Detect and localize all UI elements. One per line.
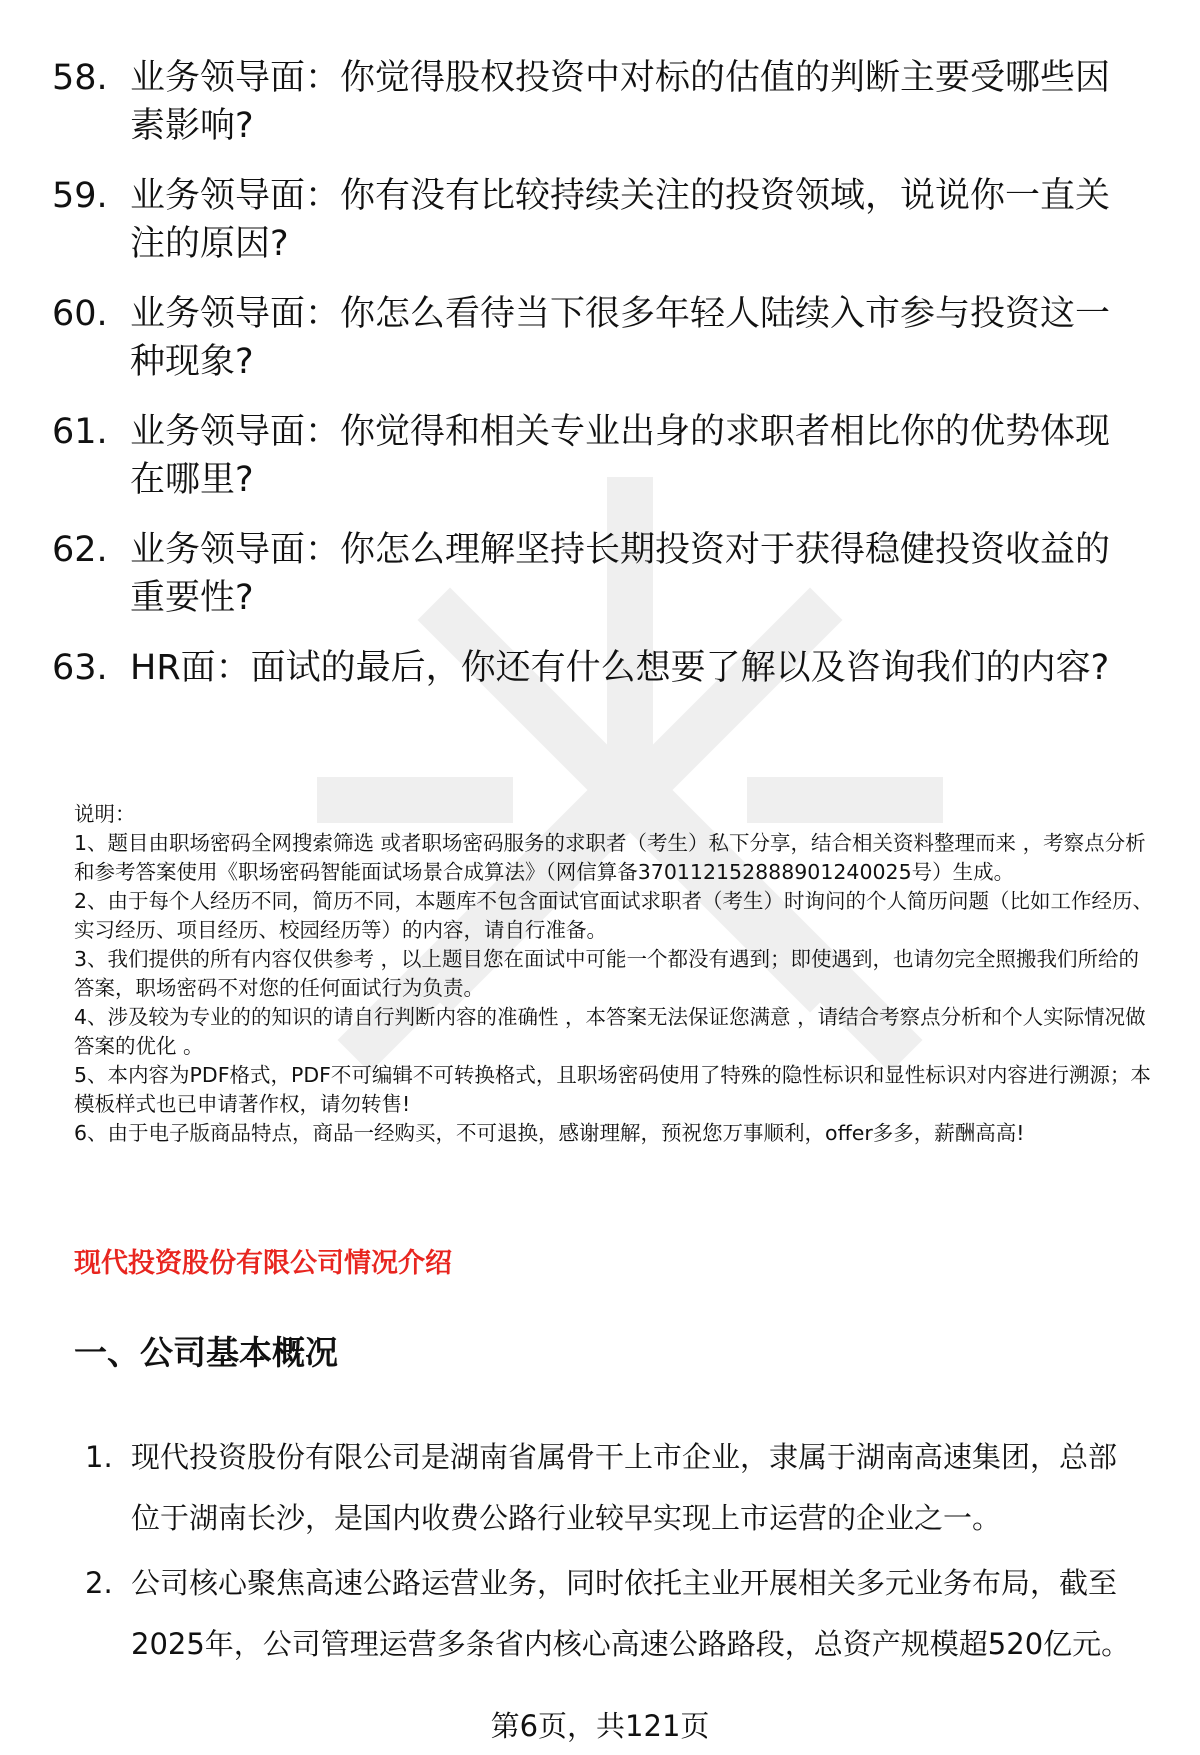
- intro-item: [85, 1427, 1145, 1549]
- question-text: 业务领导面：你觉得股权投资中对标的估值的判断主要受哪些因素影响?: [130, 58, 1111, 146]
- section-heading: 一、公司基本概况: [74, 1333, 338, 1372]
- question-text: 业务领导面：你觉得和相关专业出身的求职者相比你的优势体现在哪里?: [130, 412, 1111, 500]
- question-number: 61.: [52, 412, 108, 452]
- question-item-63: [52, 644, 1142, 692]
- question-text: 业务领导面：你怎么理解坚持长期投资对于获得稳健投资收益的重要性?: [130, 530, 1111, 618]
- intro-text: 现代投资股份有限公司是湖南省属骨干上市企业，隶属于湖南高速集团，总部位于湖南长沙，是国内收费公路行业较早实现上市运营的企业之一。: [131, 1440, 1118, 1535]
- company-heading: 现代投资股份有限公司情况介绍: [74, 1248, 452, 1279]
- question-item-61: [52, 408, 1142, 504]
- note-item: 6、由于电子版商品特点，商品一经购买，不可退换，感谢理解，预祝您万事顺利，offer多多，薪酬高高!: [74, 1121, 1025, 1145]
- question-text: 业务领导面：你怎么看待当下很多年轻人陆续入市参与投资这一种现象?: [130, 294, 1111, 382]
- note-item: 2、由于每个人经历不同，简历不同，本题库不包含面试官面试求职者（考生）时询问的个人简历问题（比如工作经历、实习经历、项目经历、校园经历等）的内容，请自行准备。: [74, 889, 1154, 942]
- question-item-59: [52, 172, 1142, 268]
- note-item: 3、我们提供的所有内容仅供参考 ，以上题目您在面试中可能一个都没有遇到；即使遇到，也请勿完全照搬我们所给的答案，职场密码不对您的任何面试行为负责。: [74, 947, 1140, 1000]
- question-item-60: [52, 290, 1142, 386]
- note-item: 5、本内容为PDF格式，PDF不可编辑不可转换格式，且职场密码使用了特殊的隐性标识和显性标识对内容进行溯源；本模板样式也已申请著作权，请勿转售!: [74, 1063, 1151, 1116]
- question-number: 60.: [52, 294, 108, 334]
- question-number: 63.: [52, 648, 108, 688]
- question-number: 62.: [52, 530, 108, 570]
- intro-number: 2.: [85, 1566, 113, 1600]
- note-item: 1、题目由职场密码全网搜索筛选 或者职场密码服务的求职者（考生）私下分享，结合相关资料整理而来 ，考察点分析和参考答案使用《职场密码智能面试场景合成算法》（网信算备370112152888901240025号）生成。: [74, 831, 1146, 884]
- intro-number: 1.: [85, 1440, 113, 1474]
- question-text: HR面：面试的最后，你还有什么想要了解以及咨询我们的内容?: [130, 648, 1110, 688]
- disclaimer-notes: [74, 800, 1159, 1148]
- question-number: 58.: [52, 58, 108, 98]
- intro-list: [85, 1427, 1145, 1679]
- question-item-62: [52, 526, 1142, 622]
- intro-text: 公司核心聚焦高速公路运营业务，同时依托主业开展相关多元业务布局，截至2025年，公司管理运营多条省内核心高速公路路段，总资产规模超520亿元。: [131, 1566, 1131, 1661]
- question-text: 业务领导面：你有没有比较持续关注的投资领域，说说你一直关注的原因?: [130, 176, 1111, 264]
- intro-item: [85, 1553, 1145, 1675]
- note-item: 4、涉及较为专业的的知识的请自行判断内容的准确性 ，本答案无法保证您满意 ，请结合考察点分析和个人实际情况做答案的优化 。: [74, 1005, 1146, 1058]
- page-footer: 第6页，共121页: [490, 1709, 710, 1743]
- question-number: 59.: [52, 176, 108, 216]
- question-item-58: [52, 54, 1142, 150]
- notes-title: 说明：: [74, 802, 136, 826]
